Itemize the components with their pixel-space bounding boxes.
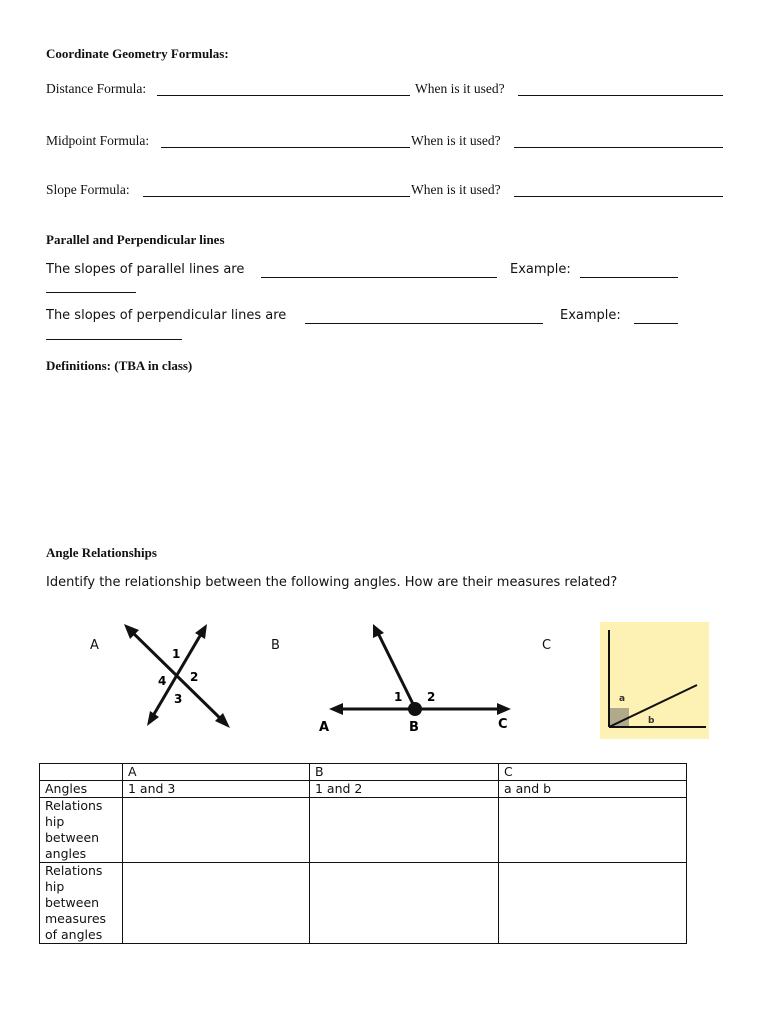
midpoint-when-label: When is it used?: [411, 133, 501, 148]
parallel-slopes-blank[interactable]: [261, 277, 497, 278]
angles-instruction: Identify the relationship between the following angles. How are their measures related?: [46, 575, 618, 590]
figure-c-label: C: [542, 638, 552, 653]
fig-a-angle-1: 1: [172, 647, 181, 661]
fig-a-angle-2: 2: [190, 670, 199, 684]
slope-when-label: When is it used?: [411, 182, 501, 197]
parallel-example-blank-cont[interactable]: [46, 292, 136, 293]
table-cell-blank[interactable]: [310, 798, 499, 863]
table-cell-blank[interactable]: [499, 863, 687, 944]
distance-formula-label: Distance Formula:: [46, 81, 147, 96]
table-row: [40, 781, 687, 798]
angles-heading: Angle Relationships: [46, 545, 157, 560]
perpendicular-example-label: Example:: [560, 308, 621, 323]
angle-relationship-table: [39, 763, 687, 944]
figure-b-label: B: [271, 638, 280, 653]
fig-a-angle-3: 3: [174, 692, 183, 706]
table-cell: a and b: [499, 781, 687, 798]
slope-when-blank[interactable]: [514, 196, 723, 197]
table-cell: 1 and 3: [123, 781, 310, 798]
figure-c-complementary: [600, 622, 709, 739]
parallel-example-label: Example:: [510, 262, 571, 277]
table-row-label: Angles: [40, 781, 123, 798]
parallel-example-blank[interactable]: [580, 277, 678, 278]
midpoint-formula-blank[interactable]: [161, 147, 410, 148]
midpoint-formula-label: Midpoint Formula:: [46, 133, 150, 148]
table-header-row: [40, 764, 687, 781]
table-cell: 1 and 2: [310, 781, 499, 798]
fig-b-angle-2: 2: [427, 690, 436, 704]
distance-when-label: When is it used?: [415, 81, 505, 96]
table-row-label: Relations hip between angles: [40, 798, 123, 863]
fig-b-point-c: C: [498, 717, 508, 732]
figure-a-label: A: [90, 638, 99, 653]
perpendicular-slopes-text: The slopes of perpendicular lines are: [46, 308, 287, 323]
table-row: [40, 863, 687, 944]
figure-a-vertical-angles: [110, 615, 245, 740]
table-cell-blank[interactable]: [123, 863, 310, 944]
lines-heading: Parallel and Perpendicular lines: [46, 232, 225, 247]
definitions-heading: Definitions: (TBA in class): [46, 358, 193, 373]
table-cell-blank[interactable]: [499, 798, 687, 863]
table-cell-blank[interactable]: [310, 863, 499, 944]
figure-b-linear-pair: [315, 615, 525, 740]
table-header-cell: A: [123, 764, 310, 781]
fig-c-angle-b: b: [648, 716, 655, 726]
distance-when-blank[interactable]: [518, 95, 723, 96]
perpendicular-example-blank[interactable]: [634, 323, 678, 324]
fig-b-point-b: B: [409, 720, 419, 735]
distance-formula-blank[interactable]: [157, 95, 410, 96]
table-header-cell: B: [310, 764, 499, 781]
table-row-label: Relations hip between measures of angles: [40, 863, 123, 944]
formulas-heading: Coordinate Geometry Formulas:: [46, 46, 229, 61]
table-row: [40, 798, 687, 863]
perpendicular-example-blank-cont[interactable]: [46, 339, 182, 340]
fig-b-point-a: A: [319, 720, 330, 735]
fig-c-angle-a: a: [619, 694, 626, 704]
midpoint-when-blank[interactable]: [514, 147, 723, 148]
slope-formula-blank[interactable]: [143, 196, 410, 197]
table-cell-blank[interactable]: [123, 798, 310, 863]
perpendicular-slopes-blank[interactable]: [305, 323, 543, 324]
parallel-slopes-text: The slopes of parallel lines are: [46, 262, 245, 277]
table-header-cell: C: [499, 764, 687, 781]
fig-b-angle-1: 1: [394, 690, 403, 704]
table-header-cell: [40, 764, 123, 781]
slope-formula-label: Slope Formula:: [46, 182, 130, 197]
fig-a-angle-4: 4: [158, 674, 167, 688]
